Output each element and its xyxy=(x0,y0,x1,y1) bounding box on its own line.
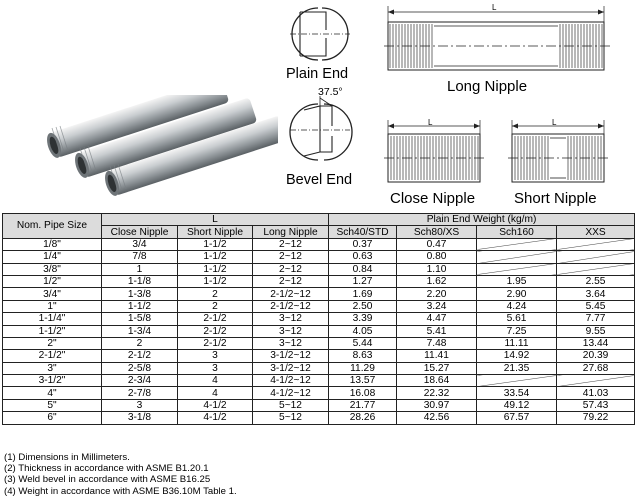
table-cell: 4-1/2 xyxy=(178,412,253,424)
long-dim-letter: L xyxy=(492,3,497,12)
table-cell: 5.44 xyxy=(329,337,397,349)
table-row xyxy=(3,399,635,411)
table-cell: 28.26 xyxy=(329,412,397,424)
table-cell: 4" xyxy=(3,387,102,399)
table-cell: 2.50 xyxy=(329,300,397,312)
subheader-short-nipple: Short Nipple xyxy=(178,226,253,238)
table-cell: 4.05 xyxy=(329,325,397,337)
table-cell: 7/8 xyxy=(102,251,178,263)
table-cell: 1-1/8 xyxy=(102,275,178,287)
table-cell: 2.20 xyxy=(397,288,477,300)
table-cell: 1-1/2" xyxy=(3,325,102,337)
table-cell: 0.47 xyxy=(397,238,477,250)
table-cell xyxy=(477,263,557,275)
table-cell: 8.63 xyxy=(329,350,397,362)
table-cell: 1/8" xyxy=(3,238,102,250)
table-cell: 1.27 xyxy=(329,275,397,287)
table-cell: 5.61 xyxy=(477,313,557,325)
table-cell: 4 xyxy=(178,375,253,387)
table-cell: 0.80 xyxy=(397,251,477,263)
nipple-spec-table xyxy=(2,213,635,425)
table-row xyxy=(3,263,635,275)
table-cell: 67.57 xyxy=(477,412,557,424)
table-cell: 11.29 xyxy=(329,362,397,374)
table-cell: 1-3/8 xyxy=(102,288,178,300)
close-nipple-drawing xyxy=(384,118,484,186)
table-cell: 2-1/2" xyxy=(3,350,102,362)
short-nipple-drawing xyxy=(508,118,608,186)
plain-end-sketch xyxy=(280,2,360,64)
plain-end-label: Plain End xyxy=(286,66,349,82)
table-cell: 33.54 xyxy=(477,387,557,399)
table-row xyxy=(3,313,635,325)
table-cell: 14.92 xyxy=(477,350,557,362)
table-row xyxy=(3,251,635,263)
table-cell: 4-1/2~12 xyxy=(253,375,329,387)
table-cell: 13.57 xyxy=(329,375,397,387)
table-cell: 3.64 xyxy=(557,288,635,300)
table-row xyxy=(3,350,635,362)
table-cell xyxy=(557,375,635,387)
bevel-angle-label: 37.5° xyxy=(318,86,343,98)
subheader-sch40-std: Sch40/STD xyxy=(329,226,397,238)
table-row xyxy=(3,337,635,349)
table-cell: 2~12 xyxy=(253,238,329,250)
table-cell: 2.55 xyxy=(557,275,635,287)
table-cell: 7.77 xyxy=(557,313,635,325)
table-cell: 22.32 xyxy=(397,387,477,399)
table-cell: 7.25 xyxy=(477,325,557,337)
table-cell xyxy=(557,251,635,263)
close-dim-letter: L xyxy=(428,118,433,127)
table-cell: 30.97 xyxy=(397,399,477,411)
table-cell: 0.63 xyxy=(329,251,397,263)
long-nipple-label: Long Nipple xyxy=(447,78,528,95)
notes xyxy=(4,452,237,497)
table-cell: 3-1/2" xyxy=(3,375,102,387)
note-item: (3) Weld bevel in accordance with ASME B16.25 xyxy=(4,474,211,486)
table-cell: 27.68 xyxy=(557,362,635,374)
subheader-close-nipple: Close Nipple xyxy=(102,226,178,238)
table-cell: 1.69 xyxy=(329,288,397,300)
table-cell: 3.24 xyxy=(397,300,477,312)
header-plain-end-weight: Plain End Weight (kg/m) xyxy=(329,214,635,226)
table-cell: 2-1/2~12 xyxy=(253,300,329,312)
subheader-xxs: XXS xyxy=(557,226,635,238)
table-cell: 2 xyxy=(102,337,178,349)
table-cell: 3/8" xyxy=(3,263,102,275)
table-cell: 6" xyxy=(3,412,102,424)
table-cell: 4-1/2~12 xyxy=(253,387,329,399)
header-l: L xyxy=(102,214,329,226)
table-cell: 0.37 xyxy=(329,238,397,250)
table-cell: 3 xyxy=(178,350,253,362)
table-row xyxy=(3,288,635,300)
table-cell: 1.95 xyxy=(477,275,557,287)
table-row xyxy=(3,412,635,424)
table-cell: 2-1/2 xyxy=(178,337,253,349)
table-row xyxy=(3,238,635,250)
table-cell: 21.35 xyxy=(477,362,557,374)
table-cell: 1-1/2 xyxy=(102,300,178,312)
table-cell: 0.84 xyxy=(329,263,397,275)
table-cell: 5.45 xyxy=(557,300,635,312)
table-row xyxy=(3,300,635,312)
table-cell: 2-1/2 xyxy=(178,325,253,337)
table-cell: 2-7/8 xyxy=(102,387,178,399)
table-cell: 15.27 xyxy=(397,362,477,374)
table-cell: 5~12 xyxy=(253,399,329,411)
table-cell: 79.22 xyxy=(557,412,635,424)
table-row xyxy=(3,375,635,387)
table-cell: 18.64 xyxy=(397,375,477,387)
table-cell: 2-3/4 xyxy=(102,375,178,387)
table-cell: 3-1/2~12 xyxy=(253,350,329,362)
table-cell: 1.62 xyxy=(397,275,477,287)
table-cell: 2" xyxy=(3,337,102,349)
table-cell: 4.47 xyxy=(397,313,477,325)
subheader-sch160: Sch160 xyxy=(477,226,557,238)
table-cell: 3~12 xyxy=(253,325,329,337)
close-nipple-label: Close Nipple xyxy=(390,190,476,207)
table-cell: 3.39 xyxy=(329,313,397,325)
table-cell: 2~12 xyxy=(253,263,329,275)
table-cell xyxy=(477,375,557,387)
pipe-nipples-photo xyxy=(38,95,278,200)
table-cell: 3 xyxy=(178,362,253,374)
table-cell: 1-1/4" xyxy=(3,313,102,325)
bevel-end-sketch xyxy=(280,96,360,166)
table-cell: 5~12 xyxy=(253,412,329,424)
table-cell: 1-5/8 xyxy=(102,313,178,325)
table-cell: 3-1/2~12 xyxy=(253,362,329,374)
note-item: (1) Dimensions in Millimeters. xyxy=(4,452,130,463)
table-cell: 3/4" xyxy=(3,288,102,300)
table-cell: 2-1/2 xyxy=(102,350,178,362)
table-cell: 3" xyxy=(3,362,102,374)
table-cell: 2-1/2~12 xyxy=(253,288,329,300)
table-cell xyxy=(557,263,635,275)
table-cell: 1/2" xyxy=(3,275,102,287)
table-cell: 2-1/2 xyxy=(178,313,253,325)
table-cell xyxy=(477,251,557,263)
bevel-end-label: Bevel End xyxy=(286,172,353,188)
table-cell: 21.77 xyxy=(329,399,397,411)
table-cell: 1.10 xyxy=(397,263,477,275)
table-cell: 3~12 xyxy=(253,337,329,349)
table-cell: 1-3/4 xyxy=(102,325,178,337)
table-cell: 1-1/2 xyxy=(178,275,253,287)
table-cell: 2.90 xyxy=(477,288,557,300)
table-cell: 2~12 xyxy=(253,275,329,287)
subheader-sch80-xs: Sch80/XS xyxy=(397,226,477,238)
table-cell: 16.08 xyxy=(329,387,397,399)
table-cell: 4.24 xyxy=(477,300,557,312)
long-nipple-drawing xyxy=(384,2,610,74)
table-cell: 42.56 xyxy=(397,412,477,424)
table-row xyxy=(3,387,635,399)
table-cell: 49.12 xyxy=(477,399,557,411)
table-cell: 5" xyxy=(3,399,102,411)
table-cell: 4-1/2 xyxy=(178,399,253,411)
table-cell: 57.43 xyxy=(557,399,635,411)
table-cell: 3/4 xyxy=(102,238,178,250)
table-cell: 1" xyxy=(3,300,102,312)
table-row xyxy=(3,275,635,287)
table-cell: 1-1/2 xyxy=(178,251,253,263)
table-cell: 1 xyxy=(102,263,178,275)
table-cell: 11.41 xyxy=(397,350,477,362)
table-row xyxy=(3,362,635,374)
table-cell: 11.11 xyxy=(477,337,557,349)
table-cell: 9.55 xyxy=(557,325,635,337)
table-cell: 2 xyxy=(178,300,253,312)
table-row xyxy=(3,325,635,337)
table-cell: 2~12 xyxy=(253,251,329,263)
short-nipple-label: Short Nipple xyxy=(514,190,597,207)
subheader-long-nipple: Long Nipple xyxy=(253,226,329,238)
table-cell: 20.39 xyxy=(557,350,635,362)
table-cell: 13.44 xyxy=(557,337,635,349)
table-cell: 1-1/2 xyxy=(178,238,253,250)
table-cell xyxy=(477,238,557,250)
table-cell: 41.03 xyxy=(557,387,635,399)
table-cell: 2 xyxy=(178,288,253,300)
table-cell: 3-1/8 xyxy=(102,412,178,424)
note-item: (4) Weight in accordance with ASME B36.10M Table 1. xyxy=(4,485,237,497)
table-cell: 4 xyxy=(178,387,253,399)
table-cell: 1-1/2 xyxy=(178,263,253,275)
table-cell xyxy=(557,238,635,250)
table-cell: 1/4" xyxy=(3,251,102,263)
table-cell: 3 xyxy=(102,399,178,411)
table-cell: 5.41 xyxy=(397,325,477,337)
table-cell: 3~12 xyxy=(253,313,329,325)
table-cell: 7.48 xyxy=(397,337,477,349)
short-dim-letter: L xyxy=(552,118,557,127)
header-nom-pipe-size: Nom. Pipe Size xyxy=(3,214,102,239)
table-cell: 2-5/8 xyxy=(102,362,178,374)
note-item: (2) Thickness in accordance with ASME B1.20.1 xyxy=(4,463,209,475)
